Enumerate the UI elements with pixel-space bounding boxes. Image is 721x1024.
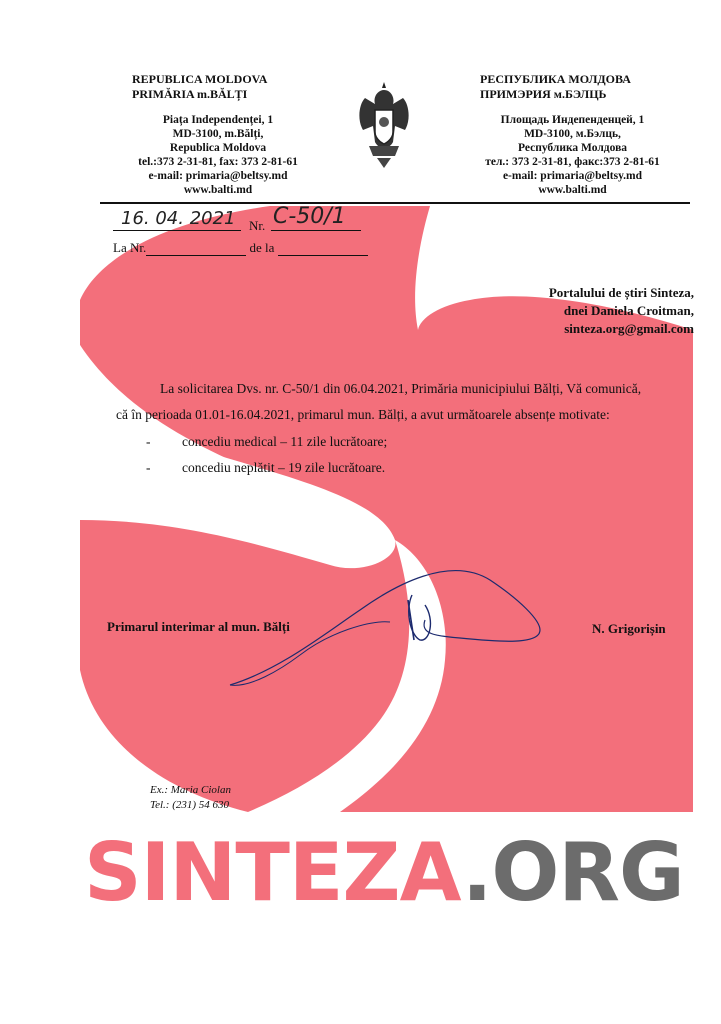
header-right-title [480, 72, 670, 102]
la-nr-label: La Nr. [113, 240, 147, 255]
reference-nr-label: Nr. [249, 218, 266, 233]
reference-date: 16. 04. 2021 [121, 208, 236, 229]
header-right-address3: Республика Молдова [517, 142, 628, 154]
recipient-line1: Portalului de știri Sinteza, [548, 285, 694, 300]
executor-name: Ex.: Maria Ciolan [150, 784, 231, 796]
recipient-block [440, 284, 694, 338]
header-divider [100, 202, 690, 204]
header-left-email: e-mail: primaria@beltsy.md [148, 170, 288, 182]
header-left-phone: tel.:373 2-31-81, fax: 373 2-81-61 [138, 156, 298, 168]
executor-block [150, 783, 231, 813]
header-right-web: www.balti.md [538, 184, 607, 196]
bullet-text-2: concediu neplătit – 19 zile lucrătoare. [182, 460, 386, 475]
handwritten-signature [220, 550, 560, 700]
header-right-phone: тел.: 373 2-31-81, факс:373 2-81-61 [485, 156, 660, 168]
watermark-tld: .ORG [461, 826, 684, 919]
executor-phone: Tel.: (231) 54 630 [150, 799, 230, 811]
body-paragraph [116, 376, 696, 428]
reference-number: C-50/1 [273, 204, 346, 229]
nr-underline [271, 230, 361, 231]
header-right-address2: MD-3100, м.Бэлць, [524, 128, 621, 140]
la-nr-line [113, 240, 368, 256]
de-la-label: de la [249, 240, 275, 255]
body-line1: La solicitarea Dvs. nr. C-50/1 din 06.04.2021, Primăria municipiului Bălți, Vă comunică, [160, 381, 642, 396]
reference-line [113, 204, 413, 234]
header-left-web: www.balti.md [183, 184, 253, 196]
header-left-address3: Republica Moldova [169, 142, 267, 154]
header-right-address [465, 113, 680, 197]
signature-name: N. Grigorișin [592, 621, 666, 636]
moldova-coat-of-arms-icon [355, 80, 413, 170]
header-left-country: REPUBLICA MOLDOVA [132, 72, 268, 86]
recipient-line3: sinteza.org@gmail.com [564, 321, 694, 336]
signature-role: Primarul interimar al mun. Bălți [107, 619, 290, 634]
header-right-institution: ПРИМЭРИЯ м.БЭЛЦЬ [480, 87, 607, 101]
date-underline [113, 230, 241, 231]
header-left-title [132, 72, 312, 102]
watermark-brand: SINTEZA [84, 826, 462, 919]
header-left-institution: PRIMĂRIA m.BĂLȚI [132, 87, 248, 101]
header-left-address2: MD-3100, m.Bălți, [172, 128, 264, 140]
header-right-address1: Площадь Индепенденцей, 1 [500, 114, 645, 126]
la-nr-blank [146, 241, 246, 256]
de-la-blank [278, 241, 368, 256]
watermark-logo [84, 818, 704, 928]
body-line2: că în perioada 01.01-16.04.2021, primarul mun. Bălți, a avut următoarele absențe motivate: [116, 407, 610, 422]
bullet-text-1: concediu medical – 11 zile lucrătoare; [182, 434, 388, 449]
header-right-email: e-mail: primaria@beltsy.md [502, 170, 643, 182]
header-right-country: РЕСПУБЛИКА МОЛДОВА [480, 72, 631, 86]
header-left-address [118, 113, 318, 197]
header-left-address1: Piața Independenței, 1 [162, 114, 274, 126]
recipient-line2: dnei Daniela Croitman, [563, 303, 694, 318]
